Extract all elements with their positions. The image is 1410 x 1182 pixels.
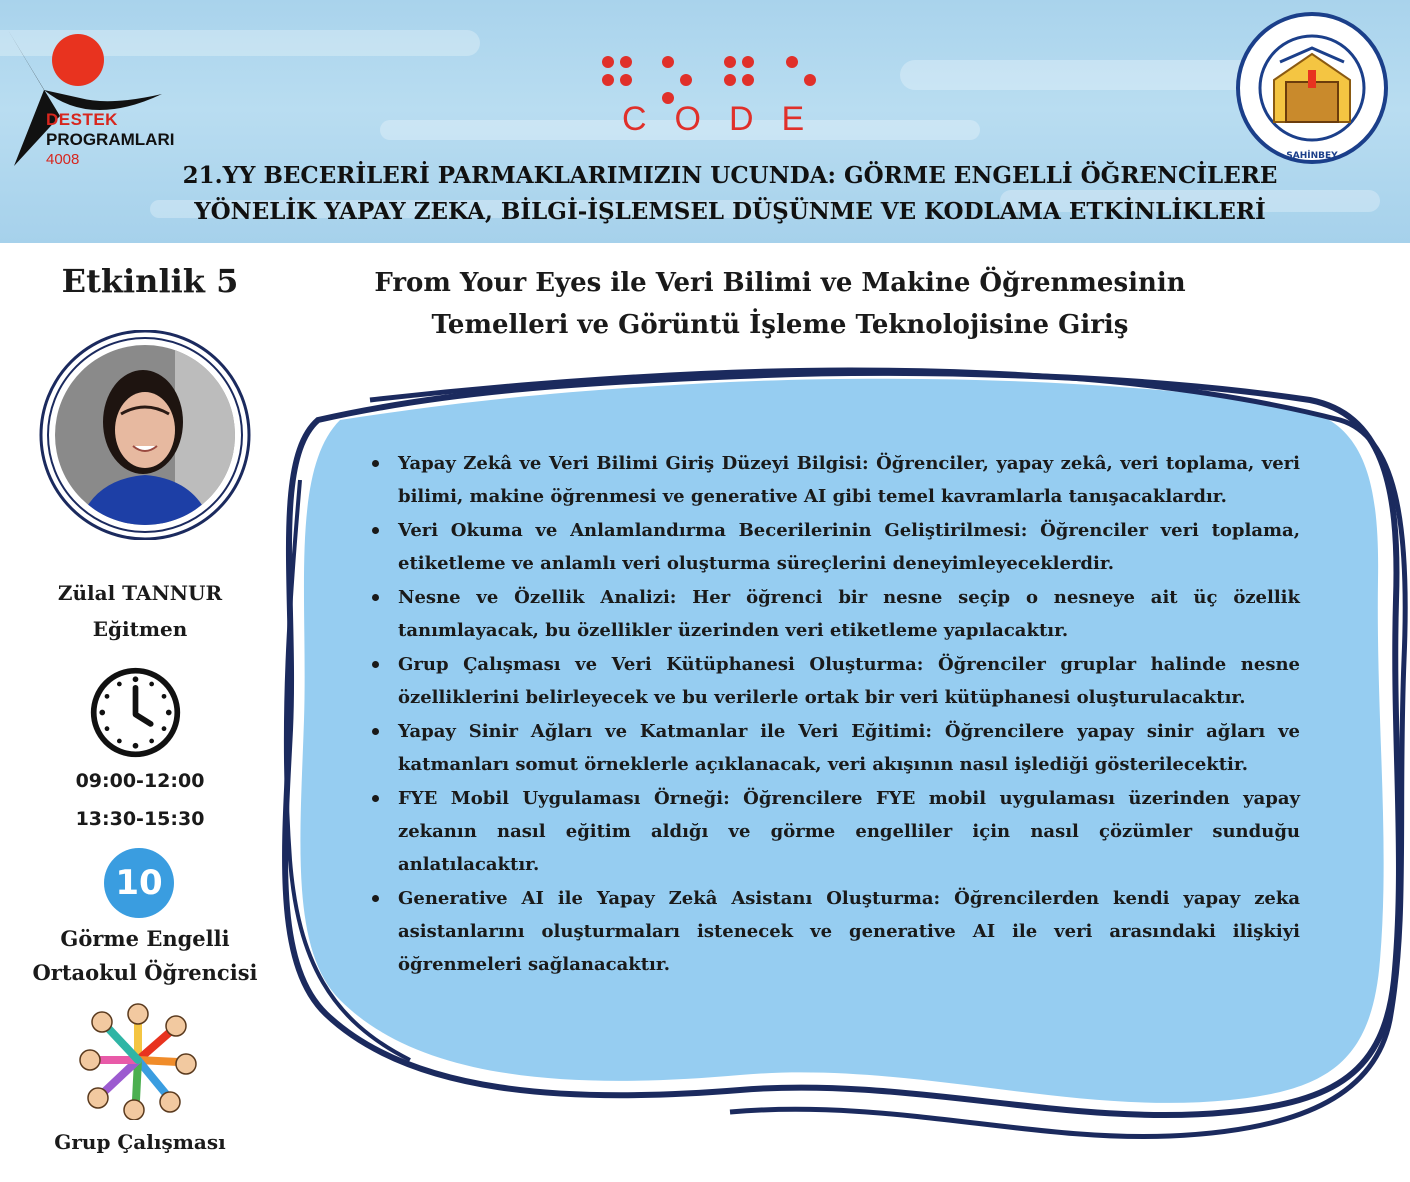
destek-line2: PROGRAMLARI xyxy=(46,130,175,149)
time-slot-morning: 09:00-12:00 xyxy=(75,770,205,792)
objectives-list xyxy=(370,447,1300,981)
list-item: FYE Mobil Uygulaması Örneği: Öğrencilere FYE mobil uygulaması üzerinden yapay zekanın nasıl eğitim aldığı ve görme engelliler için nasıl çözümler sunduğu anlatılacaktır. xyxy=(370,782,1300,881)
audience-info xyxy=(20,922,270,990)
clock-icon xyxy=(88,665,183,760)
list-item: Nesne ve Özellik Analizi: Her öğrenci bir nesne seçip o nesneye ait üç özellik tanımlayacak, bu özellikler üzerinden veri etiketleme yapılacaktır. xyxy=(370,581,1300,647)
list-item: Generative AI ile Yapay Zekâ Asistanı Oluşturma: Öğrencilerden kendi yapay zeka asistanlarını oluşturmaları istenecek ve generative AI ile veri arasındaki ilişkiyi öğrenmeleri sağlanacaktır. xyxy=(370,882,1300,981)
header-banner xyxy=(0,0,1410,243)
schedule-times xyxy=(40,762,240,838)
code-logo-text: CODE xyxy=(622,100,833,138)
audience-line2: Ortaokul Öğrencisi xyxy=(32,960,258,985)
list-item: Grup Çalışması ve Veri Kütüphanesi Oluşturma: Öğrenciler gruplar halinde nesne özelliklerini belirleyecek ve bu verilerle ortak bir veri kütüphanesi oluşturulacaktır. xyxy=(370,648,1300,714)
group-work-icon xyxy=(78,1000,198,1120)
main-title-line2: YÖNELİK YAPAY ZEKA, BİLGİ-İŞLEMSEL DÜŞÜNME VE KODLAMA ETKİNLİKLERİ xyxy=(194,198,1266,225)
list-item: Yapay Sinir Ağları ve Katmanlar ile Veri Eğitimi: Öğrencilere yapay sinir ağları ve katmanları somut örneklerle açıklanacak, veri akışının nasıl işlediği gösterilecektir. xyxy=(370,715,1300,781)
trainer-name: Zülal TANNUR xyxy=(57,581,223,605)
list-item: Yapay Zekâ ve Veri Bilimi Giriş Düzeyi Bilgisi: Öğrenciler, yapay zekâ, veri toplama, veri bilimi, makine öğrenmesi ve generative AI gibi temel kavramlarla tanışacaklardır. xyxy=(370,447,1300,513)
svg-text:ŞAHİNBEY: ŞAHİNBEY xyxy=(1286,151,1338,161)
activity-subtitle-line2: Temelleri ve Görüntü İşleme Teknolojisine Giriş xyxy=(431,310,1129,340)
activity-label: Etkinlik 5 xyxy=(61,262,239,300)
school-seal-logo xyxy=(1232,10,1392,165)
destek-line1: DESTEK xyxy=(46,110,118,129)
activity-content xyxy=(370,447,1300,982)
trainer-role: Eğitmen xyxy=(92,617,188,641)
audience-line1: Görme Engelli xyxy=(60,926,230,951)
main-title-line1: 21.YY BECERİLERİ PARMAKLARIMIZIN UCUNDA: GÖRME ENGELLİ ÖĞRENCİLERE xyxy=(182,162,1278,189)
list-item: Veri Okuma ve Anlamlandırma Becerilerinin Geliştirilmesi: Öğrenciler veri toplama, etiketleme ve anlamlı veri oluşturma süreçlerini deneyimleyeceklerdir. xyxy=(370,514,1300,580)
trainer-info xyxy=(40,575,240,647)
activity-subtitle xyxy=(330,262,1230,346)
activity-subtitle-line1: From Your Eyes ile Veri Bilimi ve Makine Öğrenmesinin xyxy=(374,268,1186,298)
group-work-label: Grup Çalışması xyxy=(54,1130,226,1154)
time-slot-afternoon: 13:30-15:30 xyxy=(75,808,205,830)
destek-line3: 4008 xyxy=(46,151,80,168)
trainer-avatar xyxy=(35,330,255,540)
main-title xyxy=(150,158,1310,230)
participant-count-badge: 10 xyxy=(104,848,174,918)
